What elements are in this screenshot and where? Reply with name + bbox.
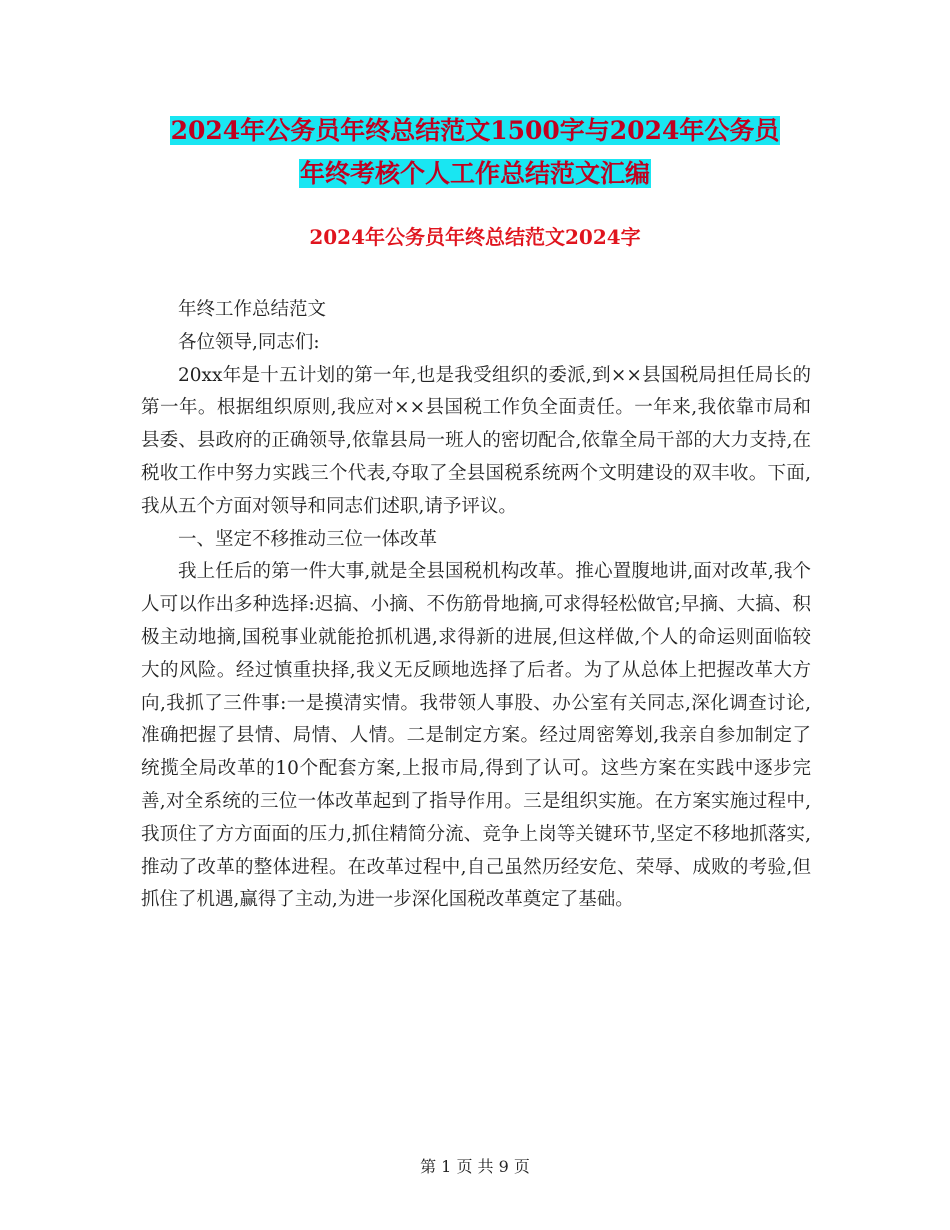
paragraph: 我上任后的第一件大事,就是全县国税机构改革。推心置腹地讲,面对改革,我个人可以作出多种选择:迟搞、小摘、不伤筋骨地摘,可求得轻松做官;早摘、大搞、积极主动地摘,国税事业就能抢抓机遇,求得新的进展,但这样做,个人的命运则面临较大的风险。经过慎重抉择,我义无反顾地选择了后者。为了从总体上把握改革大方向,我抓了三件事:一是摸清实情。我带领人事股、办公室有关同志,深化调查讨论,准确把握了县情、局情、人情。二是制定方案。经过周密筹划,我亲自参加制定了统揽全局改革的10个配套方案,上报市局,得到了认可。这些方案在实践中逐步完善,对全系统的三位一体改革起到了指导作用。三是组织实施。在方案实施过程中,我顶住了方方面面的压力,抓住精简分流、竞争上岗等关键环节,坚定不移地抓落实,推动了改革的整体进程。在改革过程中,自己虽然历经安危、荣辱、成败的考验,但抓住了机遇,赢得了主动,为进一步深化国税改革奠定了基础。 [141,561,811,911]
paragraph-section-heading: 一、坚定不移推动三位一体改革 [178,528,438,550]
title-line-2: 年终考核个人工作总结范文汇编 [299,159,650,188]
title-line-1: 2024年公务员年终总结范文1500字与2024年公务员 [170,116,780,145]
document-title [0,109,950,195]
section-title: 2024年公务员年终总结范文2024字 [309,225,641,249]
paragraph-salutation: 各位领导,同志们: [178,331,320,353]
paragraph: 20xx年是十五计划的第一年,也是我受组织的委派,到××县国税局担任局长的第一年。根据组织原则,我应对××县国税工作负全面责任。一年来,我依靠市局和县委、县政府的正确领导,依靠县局一班人的密切配合,依靠全局干部的大力支持,在税收工作中努力实践三个代表,夺取了全县国税系统两个文明建设的双丰收。下面,我从五个方面对领导和同志们述职,请予评议。 [141,364,811,517]
document-body [141,294,811,917]
page-footer: 第 1 页 共 9 页 [420,1157,530,1176]
paragraph-heading: 年终工作总结范文 [178,299,327,320]
